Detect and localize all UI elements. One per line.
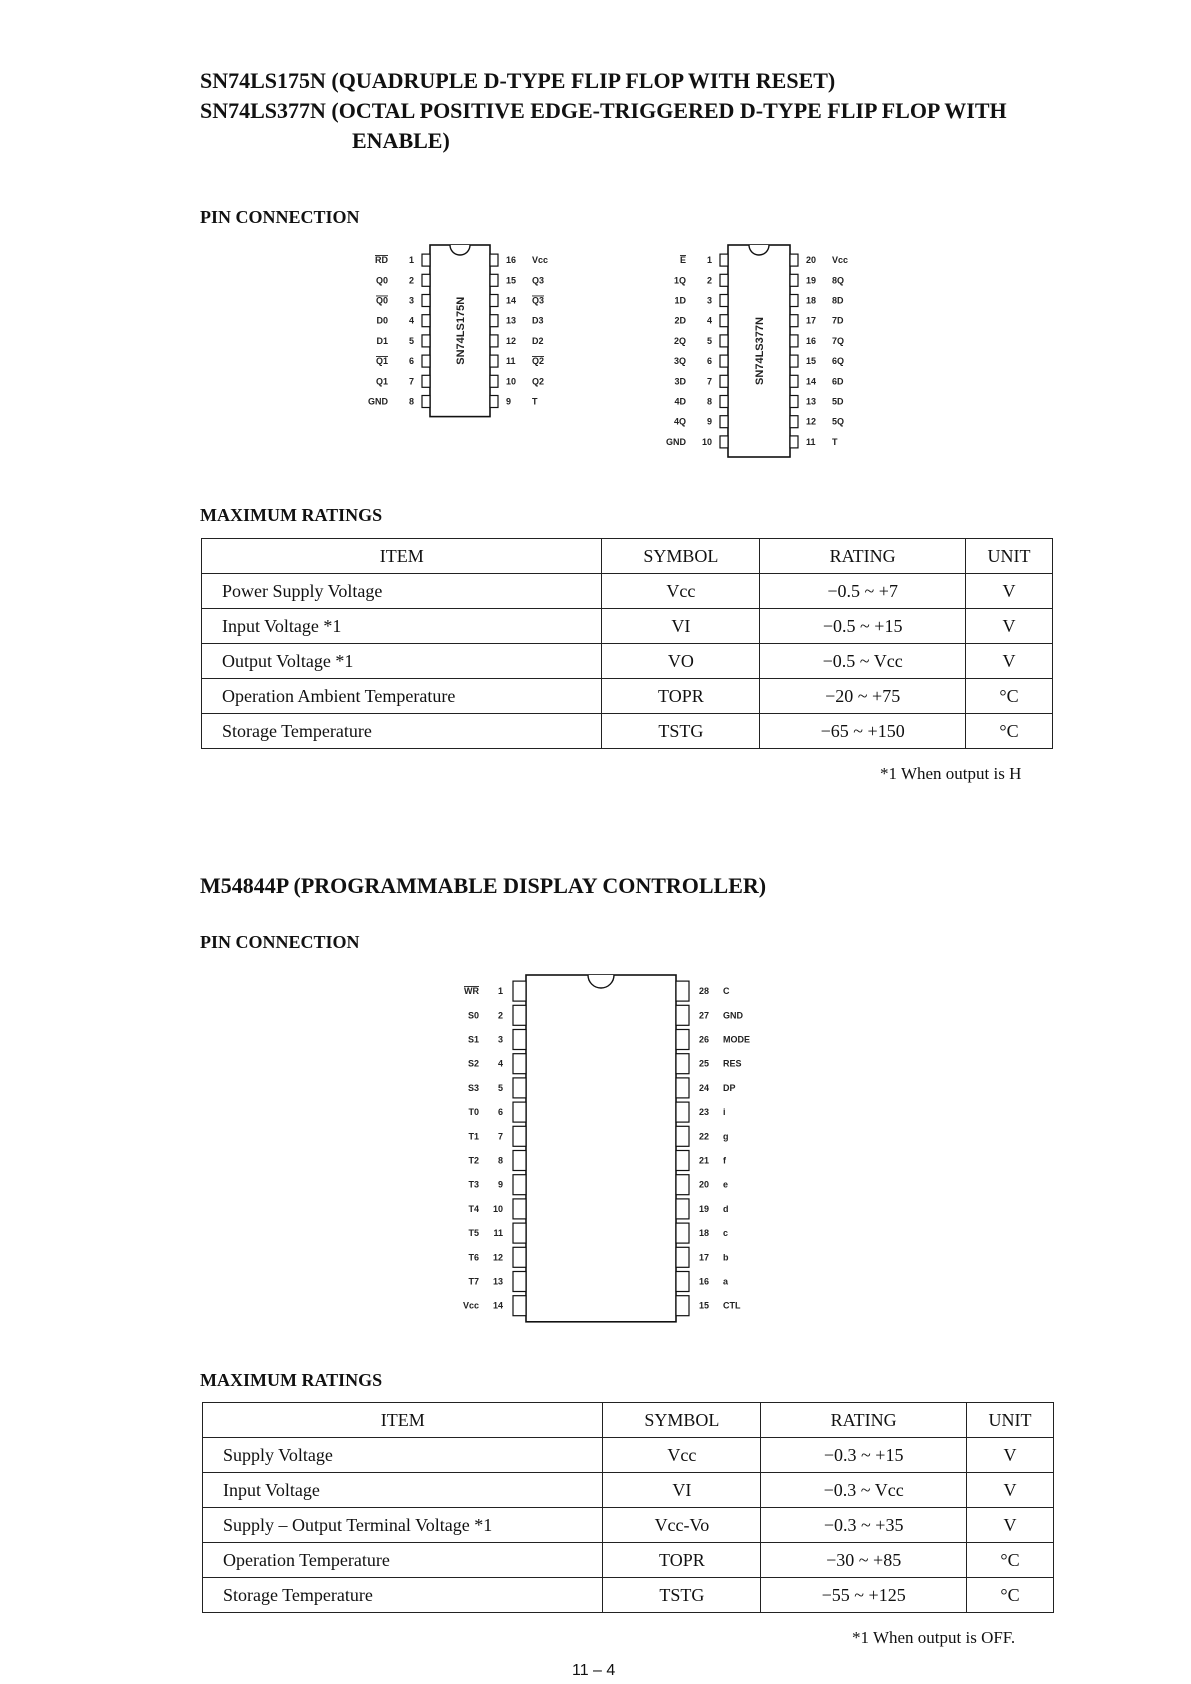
pin bbox=[490, 254, 498, 266]
pin-number: 19 bbox=[699, 1203, 710, 1214]
chip-name-label: SN74LS377N bbox=[754, 317, 766, 385]
pin-label: 8Q bbox=[832, 275, 845, 286]
pin-label: Q3 bbox=[532, 295, 545, 306]
cell-rating: −0.3 ~ Vcc bbox=[761, 1473, 967, 1508]
pin-label: C bbox=[723, 986, 730, 997]
footnote-1: *1 When output is H bbox=[880, 764, 1022, 783]
pin bbox=[490, 355, 498, 367]
cell-unit: V bbox=[966, 644, 1053, 679]
pin-label: 5Q bbox=[832, 416, 845, 427]
header-unit: UNIT bbox=[966, 539, 1053, 574]
pin-label: S0 bbox=[467, 1010, 479, 1021]
pin-number: 5 bbox=[408, 335, 414, 346]
table-row bbox=[202, 609, 1053, 644]
chip-diagram-sn74ls175n bbox=[360, 245, 580, 445]
table-row bbox=[203, 1473, 1054, 1508]
table-header-row bbox=[203, 1403, 1054, 1438]
pin-number: 26 bbox=[699, 1034, 710, 1045]
pin-label: RD bbox=[375, 255, 388, 266]
pin-label: f bbox=[723, 1155, 726, 1166]
pin-number: 13 bbox=[506, 315, 517, 326]
pin bbox=[676, 1175, 689, 1195]
pin bbox=[790, 315, 798, 327]
pin bbox=[720, 355, 728, 367]
pin-number: 14 bbox=[492, 1300, 503, 1311]
cell-item: Output Voltage *1 bbox=[202, 644, 602, 679]
pin-label: T7 bbox=[468, 1276, 479, 1287]
cell-symbol: TOPR bbox=[602, 679, 760, 714]
pin-label: E bbox=[679, 255, 686, 266]
pin bbox=[790, 375, 798, 387]
pin-label: b bbox=[723, 1252, 729, 1263]
cell-rating: −65 ~ +150 bbox=[760, 714, 966, 749]
pin-number: 13 bbox=[492, 1276, 503, 1287]
header-symbol: SYMBOL bbox=[602, 539, 760, 574]
pin-label: a bbox=[723, 1276, 729, 1287]
pin-label: 3D bbox=[674, 376, 686, 387]
pin bbox=[422, 274, 430, 286]
title-m54844p: M54844P (PROGRAMMABLE DISPLAY CONTROLLER) bbox=[200, 873, 767, 898]
cell-unit: V bbox=[966, 574, 1053, 609]
pin-number: 15 bbox=[699, 1300, 710, 1311]
cell-item: Operation Ambient Temperature bbox=[202, 679, 602, 714]
cell-unit: °C bbox=[966, 714, 1053, 749]
pin-label: GND bbox=[666, 436, 686, 447]
pin-number: 12 bbox=[806, 416, 817, 427]
pin bbox=[720, 295, 728, 307]
table-row bbox=[202, 714, 1053, 749]
pin bbox=[513, 1296, 526, 1316]
pin bbox=[676, 1078, 689, 1098]
pin-connection-heading-1: PIN CONNECTION bbox=[200, 207, 360, 227]
pin-label: g bbox=[723, 1131, 729, 1142]
header-rating: RATING bbox=[761, 1403, 967, 1438]
pin-number: 10 bbox=[701, 436, 712, 447]
pin-number: 15 bbox=[806, 356, 817, 367]
pin bbox=[676, 981, 689, 1001]
pin bbox=[676, 1030, 689, 1050]
pin bbox=[513, 1175, 526, 1195]
pin bbox=[676, 1005, 689, 1025]
cell-rating: −0.3 ~ +35 bbox=[761, 1508, 967, 1543]
pin-number: 20 bbox=[806, 255, 817, 266]
pin-number: 11 bbox=[506, 356, 516, 367]
pin-label: Q1 bbox=[375, 376, 388, 387]
pin-number: 9 bbox=[706, 416, 712, 427]
title-sn74ls377n: SN74LS377N (OCTAL POSITIVE EDGE-TRIGGERED D-TYPE FLIP FLOP WITH bbox=[200, 98, 1007, 123]
pin-label: 6D bbox=[832, 376, 844, 387]
pin-label: 8D bbox=[832, 295, 844, 306]
pin-number: 2 bbox=[497, 1010, 503, 1021]
pin bbox=[513, 1272, 526, 1292]
pin-label: T5 bbox=[468, 1228, 479, 1239]
cell-item: Storage Temperature bbox=[202, 714, 602, 749]
pin-label: c bbox=[723, 1228, 729, 1239]
pin-label: 4D bbox=[674, 396, 686, 407]
cell-rating: −55 ~ +125 bbox=[761, 1578, 967, 1613]
pin bbox=[720, 436, 728, 448]
pin-number: 2 bbox=[408, 275, 414, 286]
pin bbox=[513, 1247, 526, 1267]
pin-number: 8 bbox=[408, 396, 414, 407]
pin-number: 15 bbox=[506, 275, 517, 286]
pin bbox=[422, 295, 430, 307]
pin-number: 28 bbox=[699, 986, 710, 997]
cell-symbol: VI bbox=[602, 609, 760, 644]
pin-number: 2 bbox=[706, 275, 712, 286]
pin-number: 9 bbox=[506, 396, 512, 407]
pin-label: T0 bbox=[468, 1107, 479, 1118]
pin bbox=[513, 1030, 526, 1050]
table-row bbox=[203, 1438, 1054, 1473]
cell-unit: °C bbox=[966, 679, 1053, 714]
cell-unit: V bbox=[967, 1473, 1054, 1508]
pin bbox=[490, 396, 498, 408]
pin bbox=[422, 335, 430, 347]
pin-number: 4 bbox=[408, 315, 414, 326]
cell-unit: V bbox=[967, 1438, 1054, 1473]
pin-number: 14 bbox=[806, 376, 817, 387]
pin-label: 2D bbox=[674, 315, 686, 326]
pin-connection-heading-2: PIN CONNECTION bbox=[200, 932, 360, 952]
pin bbox=[720, 416, 728, 428]
header-rating: RATING bbox=[760, 539, 966, 574]
pin-number: 16 bbox=[806, 335, 817, 346]
pin bbox=[676, 1223, 689, 1243]
pin-label: CTL bbox=[723, 1300, 741, 1311]
chip-name-label: SN74LS175N bbox=[455, 296, 467, 365]
pin-number: 12 bbox=[492, 1252, 503, 1263]
cell-symbol: Vcc-Vo bbox=[603, 1508, 761, 1543]
pin-number: 19 bbox=[806, 275, 817, 286]
cell-rating: −0.5 ~ +7 bbox=[760, 574, 966, 609]
pin bbox=[676, 1272, 689, 1292]
pin-label: 4Q bbox=[673, 416, 686, 427]
cell-item: Input Voltage *1 bbox=[202, 609, 602, 644]
title-sn74ls175n: SN74LS175N (QUADRUPLE D-TYPE FLIP FLOP WITH RESET) bbox=[200, 68, 836, 93]
pin-number: 3 bbox=[408, 295, 414, 306]
pin-label: i bbox=[723, 1107, 726, 1118]
pin-label: Vcc bbox=[532, 255, 549, 266]
pin-label: T bbox=[532, 396, 538, 407]
pin bbox=[490, 315, 498, 327]
chip-diagram-m54844p bbox=[440, 975, 800, 1335]
pin-label: d bbox=[723, 1203, 729, 1214]
pin-label: D0 bbox=[376, 315, 388, 326]
pin-number: 3 bbox=[706, 295, 712, 306]
pin bbox=[490, 375, 498, 387]
pin bbox=[490, 295, 498, 307]
pin-number: 12 bbox=[506, 335, 517, 346]
pin-number: 1 bbox=[706, 255, 712, 266]
pin-label: 7D bbox=[832, 315, 844, 326]
pin-label: WR bbox=[464, 986, 479, 997]
pin-number: 6 bbox=[497, 1107, 503, 1118]
pin bbox=[720, 254, 728, 266]
pin-number: 3 bbox=[497, 1034, 503, 1045]
pin-number: 18 bbox=[806, 295, 817, 306]
header-unit: UNIT bbox=[967, 1403, 1054, 1438]
pin-number: 4 bbox=[706, 315, 712, 326]
pin-label: 1D bbox=[674, 295, 686, 306]
pin-label: GND bbox=[723, 1010, 743, 1021]
cell-unit: °C bbox=[967, 1543, 1054, 1578]
pin-number: 5 bbox=[706, 335, 712, 346]
pin-label: e bbox=[723, 1179, 729, 1190]
pin bbox=[513, 1223, 526, 1243]
pin bbox=[676, 1199, 689, 1219]
pin-label: Q3 bbox=[532, 275, 545, 286]
header-item: ITEM bbox=[203, 1403, 603, 1438]
pin-number: 18 bbox=[699, 1228, 710, 1239]
pin-label: GND bbox=[368, 396, 388, 407]
pin-number: 7 bbox=[706, 376, 712, 387]
pin-number: 8 bbox=[706, 396, 712, 407]
pin-label: D3 bbox=[532, 315, 544, 326]
pin bbox=[720, 315, 728, 327]
pin-number: 23 bbox=[699, 1107, 710, 1118]
pin bbox=[513, 981, 526, 1001]
pin bbox=[720, 274, 728, 286]
max-ratings-heading-1: MAXIMUM RATINGS bbox=[200, 505, 383, 525]
pin-label: T1 bbox=[468, 1131, 479, 1142]
pin-number: 24 bbox=[699, 1082, 710, 1093]
pin-number: 27 bbox=[699, 1010, 710, 1021]
pin-number: 9 bbox=[497, 1179, 503, 1190]
pin-number: 5 bbox=[497, 1082, 503, 1093]
table-row bbox=[202, 644, 1053, 679]
pin-number: 20 bbox=[699, 1179, 710, 1190]
pin-number: 1 bbox=[408, 255, 414, 266]
cell-item: Supply – Output Terminal Voltage *1 bbox=[203, 1508, 603, 1543]
pin bbox=[513, 1199, 526, 1219]
pin bbox=[720, 335, 728, 347]
pin-number: 11 bbox=[493, 1228, 503, 1239]
pin bbox=[790, 436, 798, 448]
pin-label: D2 bbox=[532, 335, 544, 346]
pin-label: Vcc bbox=[462, 1300, 479, 1311]
max-ratings-table-2 bbox=[202, 1402, 1054, 1613]
footnote-2: *1 When output is OFF. bbox=[852, 1628, 1016, 1647]
pin bbox=[513, 1102, 526, 1122]
cell-symbol: TSTG bbox=[602, 714, 760, 749]
pin bbox=[676, 1102, 689, 1122]
cell-rating: −0.5 ~ Vcc bbox=[760, 644, 966, 679]
pin-number: 6 bbox=[408, 356, 414, 367]
pin-number: 14 bbox=[506, 295, 517, 306]
max-ratings-heading-2: MAXIMUM RATINGS bbox=[200, 1370, 383, 1390]
pin bbox=[676, 1126, 689, 1146]
header-item: ITEM bbox=[202, 539, 602, 574]
pin-number: 10 bbox=[492, 1203, 503, 1214]
pin-number: 10 bbox=[506, 376, 517, 387]
pin bbox=[513, 1054, 526, 1074]
pin-number: 16 bbox=[506, 255, 517, 266]
page-number: 11 – 4 bbox=[572, 1662, 616, 1679]
pin-number: 6 bbox=[706, 356, 712, 367]
pin-label: 2Q bbox=[673, 335, 686, 346]
cell-rating: −20 ~ +75 bbox=[760, 679, 966, 714]
pin-label: T6 bbox=[468, 1252, 479, 1263]
pin bbox=[790, 355, 798, 367]
pin-label: T bbox=[832, 436, 838, 447]
pin-label: S1 bbox=[467, 1034, 479, 1045]
cell-rating: −0.3 ~ +15 bbox=[761, 1438, 967, 1473]
pin bbox=[422, 254, 430, 266]
pin-number: 7 bbox=[497, 1131, 503, 1142]
pin-number: 25 bbox=[699, 1058, 710, 1069]
pin bbox=[790, 416, 798, 428]
pin bbox=[422, 315, 430, 327]
pin bbox=[513, 1078, 526, 1098]
pin bbox=[422, 355, 430, 367]
header-symbol: SYMBOL bbox=[603, 1403, 761, 1438]
chip-diagram-sn74ls377n bbox=[650, 245, 870, 485]
pin bbox=[422, 396, 430, 408]
pin bbox=[490, 335, 498, 347]
table-header-row bbox=[202, 539, 1053, 574]
cell-symbol: Vcc bbox=[602, 574, 760, 609]
table-row bbox=[203, 1508, 1054, 1543]
cell-symbol: VI bbox=[603, 1473, 761, 1508]
pin-label: T4 bbox=[468, 1203, 479, 1214]
pin bbox=[720, 396, 728, 408]
pin bbox=[490, 274, 498, 286]
cell-unit: V bbox=[967, 1508, 1054, 1543]
cell-item: Input Voltage bbox=[203, 1473, 603, 1508]
pin bbox=[513, 1005, 526, 1025]
pin-number: 8 bbox=[497, 1155, 503, 1166]
cell-rating: −30 ~ +85 bbox=[761, 1543, 967, 1578]
cell-symbol: TSTG bbox=[603, 1578, 761, 1613]
pin bbox=[676, 1247, 689, 1267]
pin-number: 17 bbox=[806, 315, 817, 326]
cell-rating: −0.5 ~ +15 bbox=[760, 609, 966, 644]
table-row bbox=[203, 1578, 1054, 1613]
pin bbox=[513, 1126, 526, 1146]
table-row bbox=[203, 1543, 1054, 1578]
pin-label: 7Q bbox=[832, 335, 845, 346]
pin-number: 13 bbox=[806, 396, 817, 407]
chip-body bbox=[526, 975, 676, 1322]
pin bbox=[790, 295, 798, 307]
cell-item: Power Supply Voltage bbox=[202, 574, 602, 609]
pin bbox=[676, 1151, 689, 1171]
cell-symbol: TOPR bbox=[603, 1543, 761, 1578]
pin-number: 11 bbox=[806, 436, 816, 447]
max-ratings-table-1 bbox=[201, 538, 1053, 749]
cell-unit: °C bbox=[967, 1578, 1054, 1613]
pin-label: Q0 bbox=[375, 295, 388, 306]
pin bbox=[513, 1151, 526, 1171]
cell-item: Operation Temperature bbox=[203, 1543, 603, 1578]
pin bbox=[790, 254, 798, 266]
title-sn74ls377n-cont: ENABLE) bbox=[352, 128, 450, 153]
pin-label: D1 bbox=[376, 335, 388, 346]
pin-label: 6Q bbox=[832, 356, 845, 367]
pin-number: 21 bbox=[699, 1155, 710, 1166]
table-row bbox=[202, 679, 1053, 714]
table-row bbox=[202, 574, 1053, 609]
pin bbox=[720, 375, 728, 387]
pin-label: Q2 bbox=[532, 356, 545, 367]
pin-label: Q2 bbox=[532, 376, 545, 387]
cell-item: Storage Temperature bbox=[203, 1578, 603, 1613]
pin-label: MODE bbox=[723, 1034, 750, 1045]
pin-number: 22 bbox=[699, 1131, 710, 1142]
cell-item: Supply Voltage bbox=[203, 1438, 603, 1473]
pin-label: RES bbox=[723, 1058, 742, 1069]
pin-label: S3 bbox=[467, 1082, 479, 1093]
pin bbox=[790, 396, 798, 408]
pin-label: Vcc bbox=[832, 255, 849, 266]
pin bbox=[790, 274, 798, 286]
pin-number: 4 bbox=[497, 1058, 503, 1069]
pin-number: 1 bbox=[497, 986, 503, 997]
pin-number: 16 bbox=[699, 1276, 710, 1287]
pin-label: DP bbox=[723, 1082, 736, 1093]
pin-label: Q0 bbox=[375, 275, 388, 286]
pin-number: 17 bbox=[699, 1252, 710, 1263]
pin-label: 3Q bbox=[673, 356, 686, 367]
pin bbox=[422, 375, 430, 387]
pin-label: Q1 bbox=[375, 356, 388, 367]
pin-number: 7 bbox=[408, 376, 414, 387]
cell-symbol: VO bbox=[602, 644, 760, 679]
pin bbox=[676, 1054, 689, 1074]
pin bbox=[676, 1296, 689, 1316]
pin bbox=[790, 335, 798, 347]
cell-symbol: Vcc bbox=[603, 1438, 761, 1473]
pin-label: 1Q bbox=[673, 275, 686, 286]
cell-unit: V bbox=[966, 609, 1053, 644]
pin-label: T2 bbox=[468, 1155, 479, 1166]
pin-label: S2 bbox=[467, 1058, 479, 1069]
pin-label: 5D bbox=[832, 396, 844, 407]
pin-label: T3 bbox=[468, 1179, 479, 1190]
